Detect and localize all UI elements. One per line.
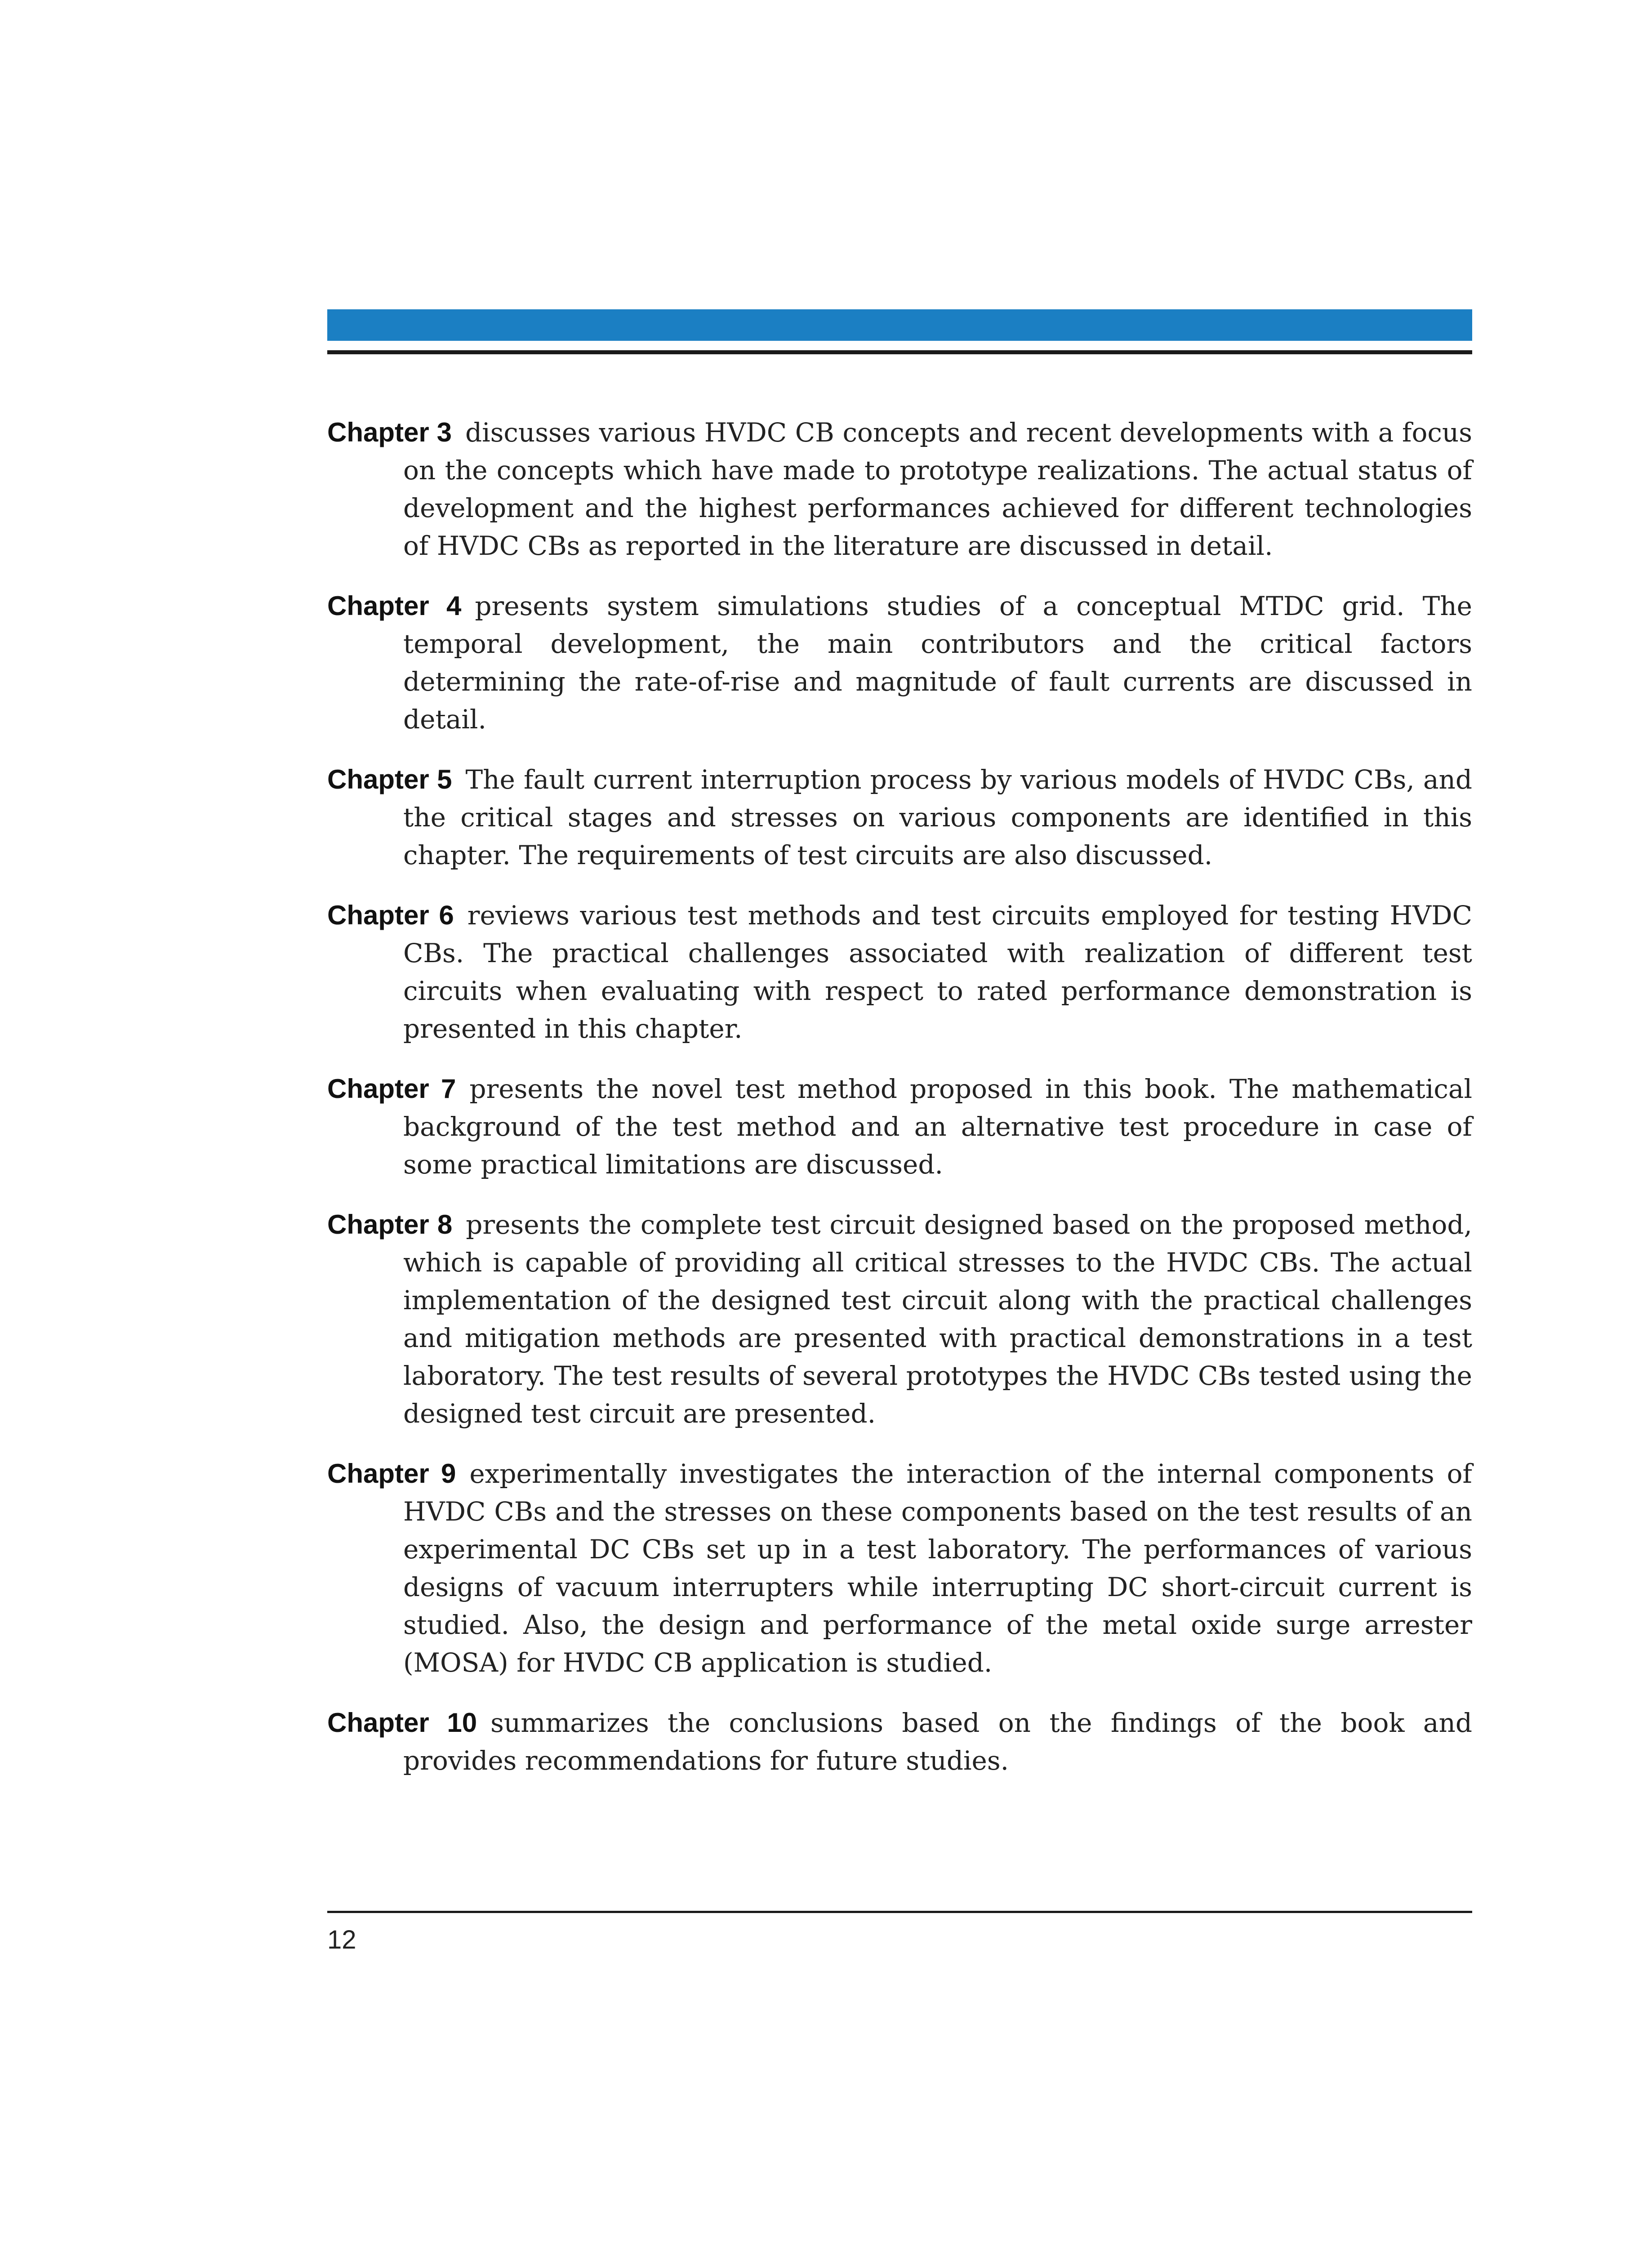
chapter-6-description: reviews various test methods and test circuits employed for testing HVDC CBs. The practical challenges associated with realization of different test circuits when evaluating with respect to rated performance demonstration is presented in this chapter. — [403, 900, 1472, 1044]
chapter-8-description: presents the complete test circuit designed based on the proposed method, which is capable of providing all critical stresses to the HVDC CBs. The actual implementation of the designed test circuit along with the practical challenges and mitigation methods are presented with practical demonstrations in a test laboratory. The test results of several prototypes the HVDC CBs tested using the designed test circuit are presented. — [403, 1209, 1472, 1429]
chapter-7-description: presents the novel test method proposed in this book. The mathematical background of the test method and an alternative test procedure in case of some practical limitations are discussed. — [403, 1074, 1472, 1180]
chapter-5-entry — [327, 761, 1472, 874]
chapter-10-description: summarizes the conclusions based on the findings of the book and provides recommendations for future studies. — [403, 1708, 1472, 1776]
chapter-summary-list — [327, 414, 1472, 1802]
chapter-4-description: presents system simulations studies of a conceptual MTDC grid. The temporal development, the main contributors and the critical factors determining the rate-of-rise and magnitude of fault currents are discussed in detail. — [403, 591, 1472, 735]
chapter-5-description: The fault current interruption process by various models of HVDC CBs, and the critical stages and stresses on various components are identified in this chapter. The requirements of test circuits are also discussed. — [403, 764, 1473, 870]
chapter-5-label: Chapter 5 — [327, 764, 452, 794]
header-rule — [327, 350, 1472, 354]
chapter-7-label: Chapter 7 — [327, 1074, 456, 1104]
footer-rule — [327, 1911, 1472, 1913]
header-accent-bar — [327, 309, 1472, 341]
chapter-3-label: Chapter 3 — [327, 417, 452, 447]
chapter-4-entry — [327, 587, 1472, 738]
chapter-4-label: Chapter 4 — [327, 591, 462, 621]
chapter-8-label: Chapter 8 — [327, 1209, 453, 1240]
chapter-10-entry — [327, 1704, 1472, 1780]
chapter-7-entry — [327, 1070, 1472, 1183]
chapter-9-description: experimentally investigates the interaction of the internal components of HVDC CBs and the stresses on these components based on the test results of an experimental DC CBs set up in a test laboratory. The performances of various designs of vacuum interrupters while interrupting DC short-circuit current is studied. Also, the design and performance of the metal oxide surge arrester (MOSA) for HVDC CB application is studied. — [403, 1459, 1472, 1678]
chapter-3-entry — [327, 414, 1472, 565]
chapter-8-entry — [327, 1206, 1472, 1432]
chapter-6-label: Chapter 6 — [327, 900, 454, 930]
chapter-6-entry — [327, 897, 1472, 1048]
chapter-9-entry — [327, 1455, 1472, 1682]
chapter-9-label: Chapter 9 — [327, 1459, 456, 1489]
page-number: 12 — [327, 1925, 356, 1954]
chapter-10-label: Chapter 10 — [327, 1708, 477, 1738]
chapter-3-description: discusses various HVDC CB concepts and recent developments with a focus on the concepts which have made to prototype realizations. The actual status of development and the highest performances achieved for different technologies of HVDC CBs as reported in the literature are discussed in detail. — [403, 417, 1472, 561]
